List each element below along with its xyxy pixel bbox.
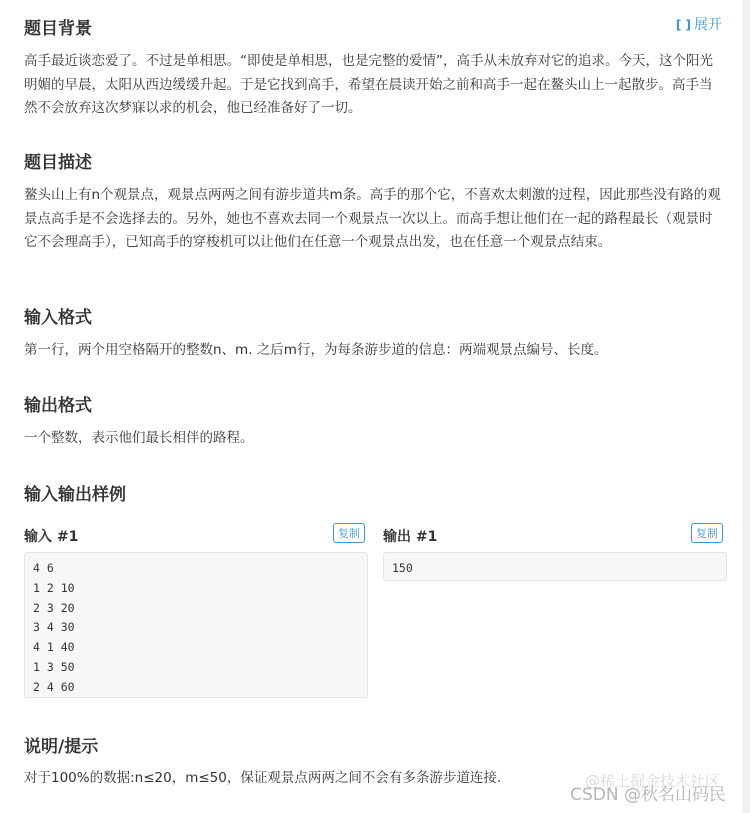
sample-output-title: 输出 #1 xyxy=(383,529,438,545)
section-title-input-format: 输入格式 xyxy=(24,308,92,328)
watermark-juejin: @稀土掘金技术社区 xyxy=(584,772,720,790)
section-title-hint: 说明/提示 xyxy=(24,737,99,757)
sample-input-title: 输入 #1 xyxy=(24,529,79,545)
sample-output: 150 xyxy=(383,552,727,581)
expand-label: 展开 xyxy=(694,17,722,33)
copy-output-button[interactable]: 复制 xyxy=(691,523,723,543)
copy-input-button[interactable]: 复制 xyxy=(333,523,365,543)
expand-icon: [ ] xyxy=(675,18,691,32)
hint-text: 对于100%的数据:n≤20，m≤50，保证观景点两两之间不会有多条游步道连接. xyxy=(24,770,502,786)
sample-input: 4 6 1 2 10 2 3 20 3 4 30 4 1 40 1 3 50 2 4 60 xyxy=(24,552,368,698)
expand-button[interactable] xyxy=(676,14,722,34)
watermark-csdn: CSDN @秋名山码民 xyxy=(570,785,726,805)
section-title-output-format: 输出格式 xyxy=(24,396,92,416)
background-text: 高手最近谈恋爱了。不过是单相思。“即使是单相思，也是完整的爱情”，高手从未放弃对它的追求。今天，这个阳光明媚的早晨，太阳从西边缓缓升起。于是它找到高手，希望在晨读开始之前和高手一起在鳌头山上一起散步。高手当然不会放弃这次梦寐以求的机会，他已经准备好了一切。 xyxy=(24,53,713,116)
input-format-text: 第一行，两个用空格隔开的整数n、m. 之后m行，为每条游步道的信息：两端观景点编号、长度。 xyxy=(24,342,608,358)
section-title-description: 题目描述 xyxy=(24,153,92,173)
section-title-samples: 输入输出样例 xyxy=(24,485,126,505)
section-title-background: 题目背景 xyxy=(24,19,92,39)
output-format-text: 一个整数，表示他们最长相伴的路程。 xyxy=(24,430,254,446)
description-text: 鳌头山上有n个观景点，观景点两两之间有游步道共m条。高手的那个它，不喜欢太刺激的过程，因此那些没有路的观景点高手是不会选择去的。另外，她也不喜欢去同一个观景点一次以上。而高手想让他们在一起的路程最长（观景时它不会理高手），已知高手的穿梭机可以让他们在任意一个观景点出发，也在任意一个观景点结束。 xyxy=(24,187,721,250)
